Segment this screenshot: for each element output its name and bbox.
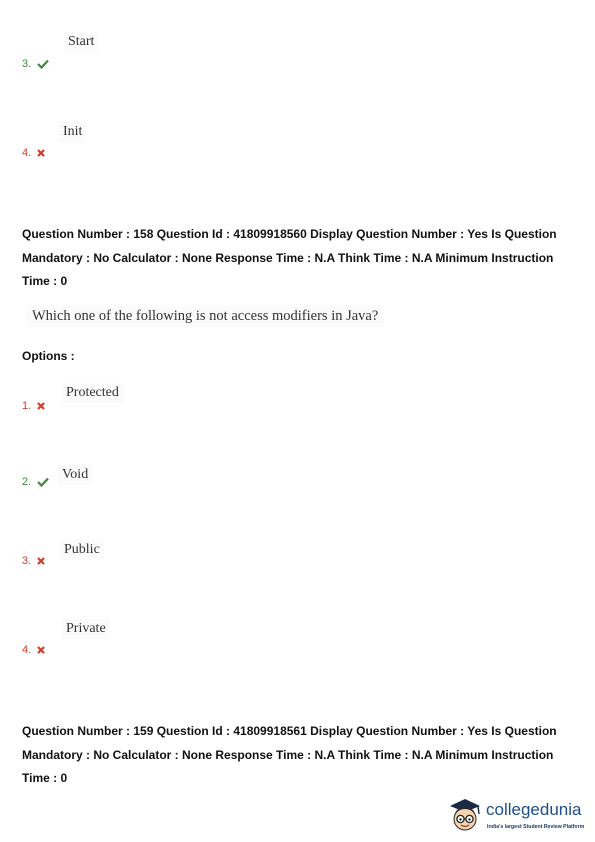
options-label: Options : <box>22 349 75 363</box>
logo-tagline: India's largest Student Review Platform <box>487 824 585 830</box>
option-number-label: 1. <box>22 400 32 412</box>
option-image-public: Public <box>60 540 104 560</box>
cross-icon <box>37 646 45 654</box>
option-number-1 <box>22 400 45 412</box>
cross-icon <box>37 402 45 410</box>
option-number-3 <box>22 555 45 567</box>
cross-icon <box>37 557 45 565</box>
logo-name: collegedunia <box>486 800 582 819</box>
question-159-meta: Question Number : 159 Question Id : 41809918561 Display Question Number : Yes Is Question Mandatory : No Calculator : None Response Time : N.A Think Time : N.A Minimum Instruction Time : 0 <box>22 724 557 785</box>
option-image-private: Private <box>62 619 110 639</box>
question-158-text: Which one of the following is not access modifiers in Java? <box>26 306 384 327</box>
mascot-icon <box>446 796 484 836</box>
option-number-4-prev <box>22 147 45 159</box>
option-image-void: Void <box>58 465 92 485</box>
option-number-label: 2. <box>22 476 32 488</box>
option-number-label: 3. <box>22 58 32 70</box>
option-number-label: 3. <box>22 555 32 567</box>
option-number-label: 4. <box>22 644 32 656</box>
option-number-label: 4. <box>22 147 32 159</box>
checkmark-icon <box>37 477 49 487</box>
checkmark-icon <box>37 59 49 69</box>
collegedunia-logo <box>446 796 594 838</box>
question-158-meta: Question Number : 158 Question Id : 41809918560 Display Question Number : Yes Is Question Mandatory : No Calculator : None Response Time : N.A Think Time : N.A Minimum Instruction Time : 0 <box>22 227 557 288</box>
option-number-4 <box>22 644 45 656</box>
option-image-protected: Protected <box>62 383 123 403</box>
cross-icon <box>37 149 45 157</box>
option-image-init: Init <box>59 122 86 142</box>
option-image-start: Start <box>64 32 98 52</box>
option-number-2 <box>22 476 49 488</box>
option-number-3-prev <box>22 58 49 70</box>
